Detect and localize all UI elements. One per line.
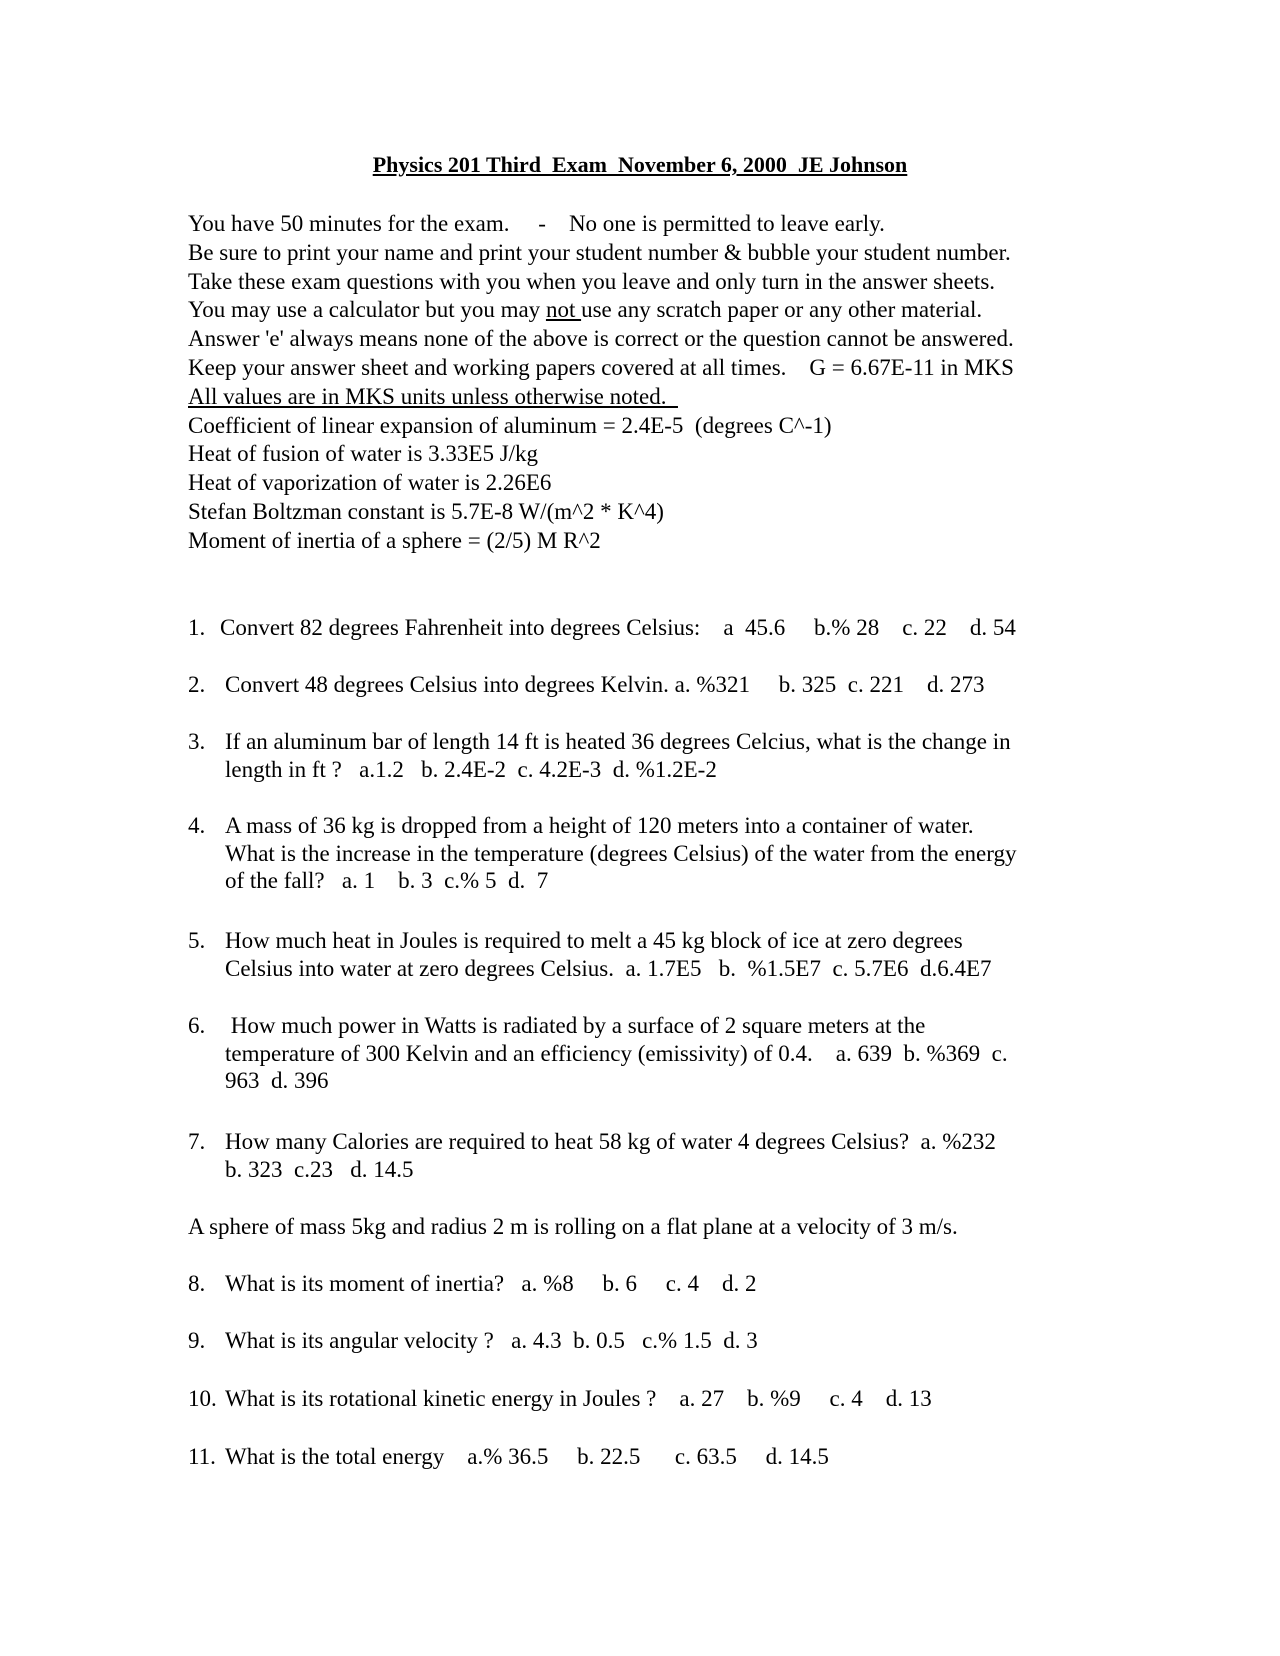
question-text: What is its rotational kinetic energy in Joules ? a. 27 b. %9 c. 4 d. 13 [225,1386,932,1411]
question-text: What is its angular velocity ? a. 4.3 b. 0.5 c.% 1.5 d. 3 [225,1328,758,1353]
question-text: How much heat in Joules is required to melt a 45 kg block of ice at zero degrees Celsius into water at zero degrees Celsius. a. 1.7E5 b. %1.5E7 c. 5.7E6 d.6.4E7 [225,928,992,981]
instruction-units: All values are in MKS units unless otherwise noted. [188,383,678,409]
instructions-block [188,210,1208,556]
question-text: How much power in Watts is radiated by a surface of 2 square meters at the temperature of 300 Kelvin and an efficiency (emissivity) of 0.4. a. 639 b. %369 c. 963 d. 396 [225,1013,1008,1093]
instruction-answer-e: Answer 'e' always means none of the above is correct or the question cannot be answered. [188,326,1014,352]
question-number: 9. [188,1328,206,1353]
instruction-questions: Take these exam questions with you when you leave and only turn in the answer sheets. [188,268,996,294]
constant-fusion: Heat of fusion of water is 3.33E5 J/kg [188,441,539,467]
sphere-intro: A sphere of mass 5kg and radius 2 m is rolling on a flat plane at a velocity of 3 m/s. [188,1214,958,1239]
question-text: What is its moment of inertia? a. %8 b. 6 c. 4 d. 2 [225,1271,757,1296]
question-number: 8. [188,1271,206,1296]
instruction-name: Be sure to print your name and print your student number & bubble your student number. [188,239,1011,265]
question-number: 6. [188,1013,206,1038]
instruction-time: You have 50 minutes for the exam. - No one is permitted to leave early. [188,211,885,236]
constant-sphere-inertia: Moment of inertia of a sphere = (2/5) M R^2 [188,527,601,553]
question-number: 1. [188,615,206,640]
question-text: How many Calories are required to heat 58 kg of water 4 degrees Celsius? a. %232 b. 323 c.23 d. 14.5 [225,1129,996,1182]
instruction-calculator-a: You may use a calculator but you may [188,297,546,323]
question-number: 3. [188,729,206,754]
question-number: 2. [188,672,206,697]
question-text: What is the total energy a.% 36.5 b. 22.5 c. 63.5 d. 14.5 [225,1444,829,1469]
question-text: Convert 48 degrees Celsius into degrees Kelvin. a. %321 b. 325 c. 221 d. 273 [225,672,985,697]
constant-expansion: Coefficient of linear expansion of aluminum = 2.4E-5 (degrees C^-1) [188,412,832,438]
instruction-cover: Keep your answer sheet and working papers covered at all times. G = 6.67E-11 in MKS [188,354,1014,380]
constant-vaporization: Heat of vaporization of water is 2.26E6 [188,470,552,496]
constant-stefan-boltzman: Stefan Boltzman constant is 5.7E-8 W/(m^2 * K^4) [188,498,664,524]
instruction-calculator-b: use any scratch paper or any other material. [581,297,983,323]
instruction-calculator [188,296,1208,325]
question-number: 10. [188,1386,217,1411]
question-number: 7. [188,1129,206,1154]
question-number: 11. [188,1444,216,1469]
exam-title: Physics 201 Third Exam November 6, 2000 JE Johnson [372,152,908,177]
instruction-not: not [545,297,582,323]
question-text: If an aluminum bar of length 14 ft is heated 36 degrees Celcius, what is the change in length in ft ? a.1.2 b. 2.4E-2 c. 4.2E-3 d. %1.2E-2 [225,729,1011,782]
question-text: A mass of 36 kg is dropped from a height of 120 meters into a container of water. What is the increase in the temperature (degrees Celsius) of the water from the energy of the fall? a. 1 b. 3 c.% 5 d. 7 [225,813,1017,893]
question-text: Convert 82 degrees Fahrenheit into degrees Celsius: a 45.6 b.% 28 c. 22 d. 54 [220,615,1016,640]
question-number: 5. [188,928,206,953]
question-number: 4. [188,813,206,838]
